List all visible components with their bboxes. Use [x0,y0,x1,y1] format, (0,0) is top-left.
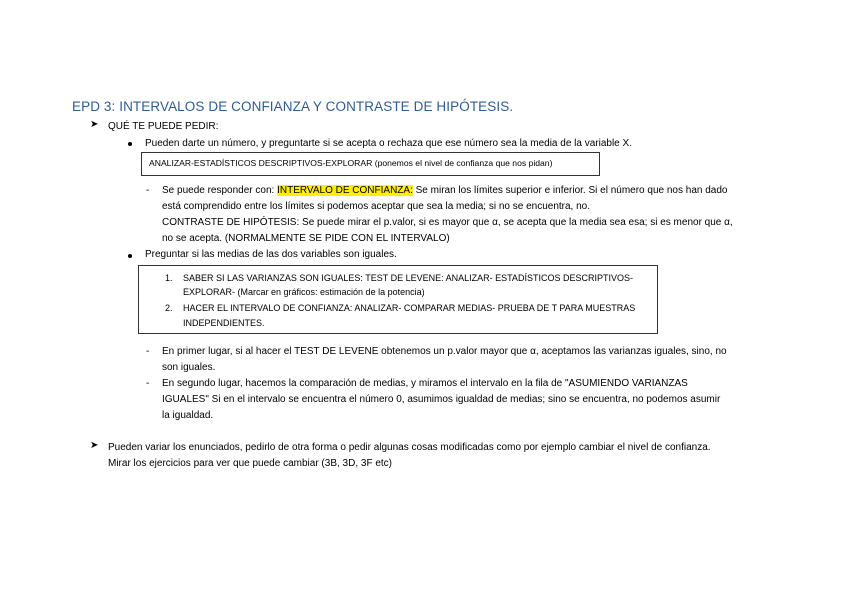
dash-bullet-icon: - [146,185,150,196]
dash-bullet-icon: - [146,346,150,357]
dash-bullet-icon: - [146,378,150,389]
bullet-text: Preguntar si las medias de las dos variables son iguales. [145,249,397,260]
dash-item-line: IGUALES" Si en el intervalo se encuentra el número 0, asumimos igualdad de medias; sino se encuentra, no podemos asumir [162,394,721,405]
dot-bullet-icon [128,142,132,146]
steps-box [138,265,658,334]
highlighted-text: INTERVALO DE CONFIANZA: [277,185,413,196]
step-number: 2. [165,303,173,313]
instruction-box [141,152,600,176]
step-text: INDEPENDIENTES. [183,318,265,328]
dot-bullet-icon [128,254,132,258]
step-text: EXPLORAR- (Marcar en gráficos: estimación de la potencia) [183,287,425,297]
dash-item-line: En primer lugar, si al hacer el TEST DE LEVENE obtenemos un p.valor mayor que α, aceptamos las varianzas iguales, sino, no [162,346,727,357]
step-text: HACER EL INTERVALO DE CONFIANZA: ANALIZAR- COMPARAR MEDIAS- PRUEBA DE T PARA MUESTRAS [183,303,636,313]
dash-item-line: está comprendido entre los límites si podemos aceptar que sea la media; si no se encuentra, no. [162,201,591,212]
section-heading: QUÉ TE PUEDE PEDIR: [108,121,219,132]
dash-item-line: En segundo lugar, hacemos la comparación de medias, y miramos el intervalo en la fila de "ASUMIENDO VARIANZAS [162,378,688,389]
dash-item-line: la igualdad. [162,410,214,421]
dash-item-line: son iguales. [162,362,216,373]
note-line: Mirar los ejercicios para ver que puede cambiar (3B, 3D, 3F etc) [108,458,393,469]
dash-item-line: no se acepta. (NORMALMENTE SE PIDE CON EL INTERVALO) [162,233,450,244]
note-line: Pueden variar los enunciados, pedirlo de otra forma o pedir algunas cosas modificadas como por ejemplo cambiar el nivel de confianza. [108,442,711,453]
step-text: SABER SI LAS VARIANZAS SON IGUALES: TEST DE LEVENE: ANALIZAR- ESTADÍSTICOS DESCRIPTIVOS- [183,273,633,283]
arrow-bullet-icon: ➤ [90,440,99,451]
instruction-text: ANALIZAR-ESTADÍSTICOS DESCRIPTIVOS-EXPLORAR (ponemos el nivel de confianza que nos pidan) [149,158,553,168]
step-number: 1. [165,273,173,283]
dash-item-line: CONTRASTE DE HIPÓTESIS: Se puede mirar el p.valor, si es mayor que α, se acepta que la media sea esa; si es menor que α, [162,217,733,228]
page-title: EPD 3: INTERVALOS DE CONFIANZA Y CONTRASTE DE HIPÓTESIS. [72,99,514,114]
arrow-bullet-icon: ➤ [90,119,99,130]
dash-item-line: Se puede responder con: INTERVALO DE CONFIANZA: Se miran los límites superior e inferior. Si el número que nos han dado [162,185,728,196]
bullet-text: Pueden darte un número, y preguntarte si se acepta o rechaza que ese número sea la media de la variable X. [145,138,632,149]
